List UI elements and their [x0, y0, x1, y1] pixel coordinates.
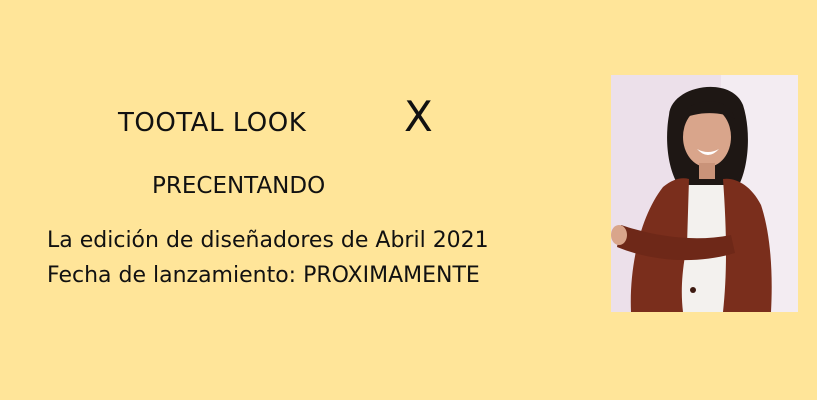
cardigan-button [690, 287, 696, 293]
model-illustration [611, 75, 798, 312]
neck [699, 163, 715, 179]
face [683, 107, 731, 167]
hand [611, 225, 627, 245]
subtitle: PRECENTANDO [152, 173, 326, 199]
brand-row [118, 92, 458, 146]
edition-line: La edición de diseñadores de Abril 2021 [47, 228, 489, 253]
launch-date-line: Fecha de lanzamiento: PROXIMAMENTE [47, 263, 480, 288]
brand-title: TOOTAL LOOK [118, 108, 307, 138]
model-photo [611, 75, 798, 312]
brand-x-mark: X [404, 92, 433, 141]
